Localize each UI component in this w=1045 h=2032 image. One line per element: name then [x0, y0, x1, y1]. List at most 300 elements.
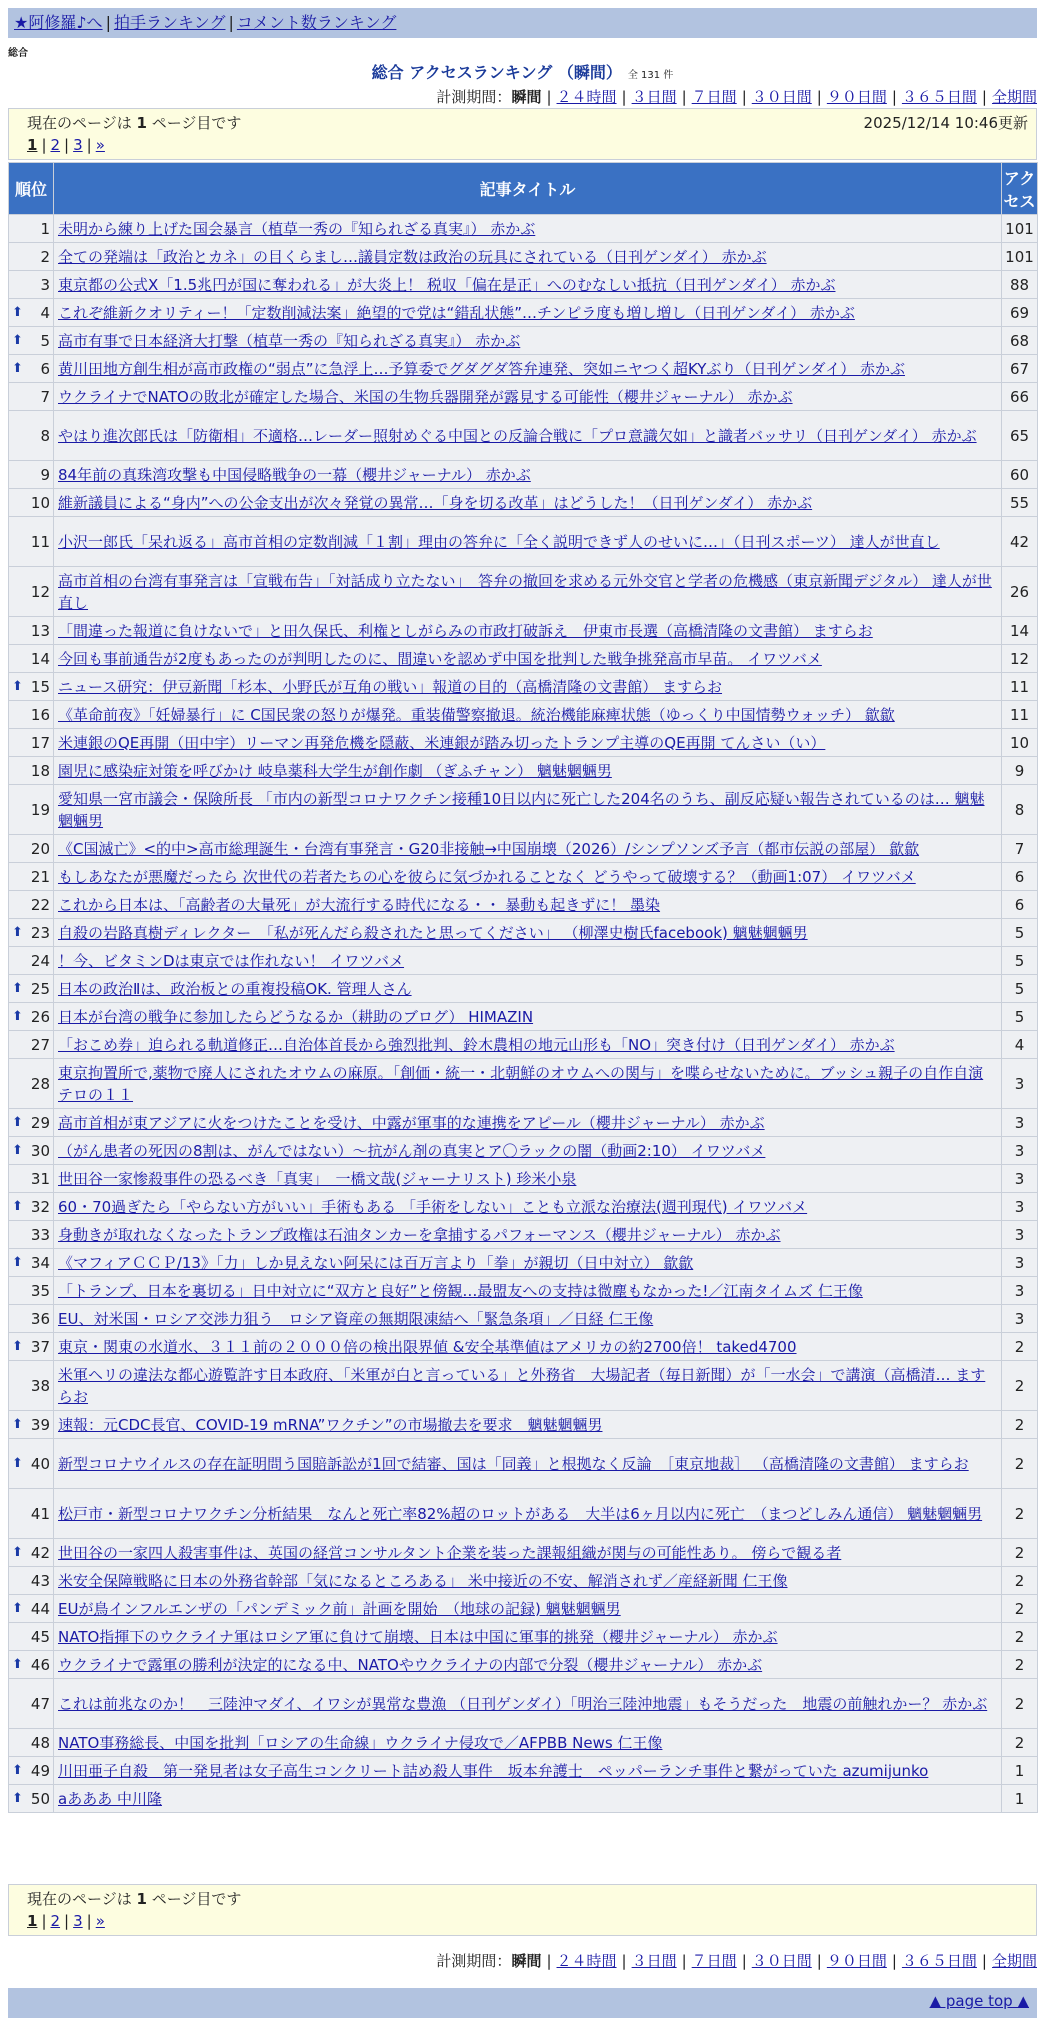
article-link[interactable]: 《C国滅亡》<的中>高市総理誕生・台湾有事発言・G20非接触→中国崩壊（2026）/シンプソンズ予言（都市伝説の部屋） 歙歙	[58, 839, 920, 858]
access-count: 1	[1002, 1785, 1038, 1813]
access-count: 2	[1002, 1539, 1038, 1567]
access-count: 42	[1002, 517, 1038, 567]
title-cell	[54, 835, 1002, 863]
rank-cell	[9, 891, 54, 919]
table-row	[9, 617, 1038, 645]
page-suffix: ページ目です	[151, 114, 242, 132]
period-option-link[interactable]: ９０日間	[826, 88, 887, 106]
rank-cell	[9, 757, 54, 785]
article-link[interactable]: これぞ維新クオリティー！「定数削減法案」絶望的で党は“錯乱状態”…チンピラ度も増し増し（日刊ゲンダイ） 赤かぶ	[58, 303, 855, 322]
rank-number: 27	[30, 1035, 50, 1054]
rank-number: 5	[40, 331, 50, 350]
access-count: 7	[1002, 835, 1038, 863]
rank-cell	[9, 1729, 54, 1757]
rank-number: 4	[40, 303, 50, 322]
rank-number: 2	[40, 247, 50, 266]
access-count: 2	[1002, 1439, 1038, 1489]
rank-cell	[9, 461, 54, 489]
table-row	[9, 1679, 1038, 1729]
rank-number: 13	[30, 621, 50, 640]
access-count: 67	[1002, 355, 1038, 383]
clap-ranking-link[interactable]: 拍手ランキング	[113, 13, 226, 32]
article-link[interactable]: もしあなたが悪魔だったら 次世代の若者たちの心を彼らに気づかれることなく どうやって破壊する？（動画1:07） イワツバメ	[58, 867, 916, 886]
title-cell	[54, 1165, 1002, 1193]
rank-cell	[9, 215, 54, 243]
rank-cell	[9, 243, 54, 271]
article-link[interactable]: ！今、ビタミンDは東京では作れない！ イワツバメ	[58, 951, 405, 970]
article-link[interactable]: 自殺の岩路真樹ディレクター 「私が死んだら殺されたと思ってください」 （柳澤史樹氏facebook) 魑魅魍魎男	[58, 923, 808, 942]
rank-up-arrow-icon: ⬆	[12, 1254, 23, 1270]
article-link[interactable]: 園児に感染症対策を呼びかけ 岐阜薬科大学生が創作劇 （ぎふチャン） 魑魅魍魎男	[58, 761, 612, 780]
rank-number: 37	[30, 1337, 50, 1356]
rank-up-arrow-icon: ⬆	[12, 1656, 23, 1672]
title-cell	[54, 1757, 1002, 1785]
period-label: 計測期間：	[436, 1952, 512, 1970]
title-cell	[54, 919, 1002, 947]
period-separator: |	[681, 88, 687, 106]
access-count: 9	[1002, 757, 1038, 785]
period-selector-top	[436, 86, 1037, 107]
rank-number: 7	[40, 387, 50, 406]
period-option-link[interactable]: ３６５日間	[901, 1952, 977, 1970]
article-link[interactable]: 全ての発端は「政治とカネ」の目くらまし…議員定数は政治の玩具にされている（日刊ゲンダイ） 赤かぶ	[58, 247, 767, 266]
period-separator: |	[546, 1952, 552, 1970]
page-link-3[interactable]: 3	[73, 136, 83, 154]
article-link[interactable]: やはり進次郎氏は「防衛相」不適格…レーダー照射めぐる中国との反論合戦に「プロ意識欠如」と識者バッサリ（日刊ゲンダイ） 赤かぶ	[58, 426, 977, 445]
article-link[interactable]: 米軍ヘリの違法な都心遊覧許す日本政府、「米軍が白と言っている」と外務省 大場記者（毎日新聞）が「一水会」で講演（高橋清… ますらお	[58, 1365, 986, 1406]
access-count: 3	[1002, 1109, 1038, 1137]
ranking-table	[8, 162, 1038, 1813]
access-count: 3	[1002, 1249, 1038, 1277]
rank-cell	[9, 1679, 54, 1729]
rank-number: 11	[30, 532, 50, 551]
article-link[interactable]: 維新議員による“身内”への公金支出が次々発覚の異常…「身を切る改革」はどうした！（日刊ゲンダイ） 赤かぶ	[58, 493, 813, 512]
article-link[interactable]: 「おこめ券」迫られる軌道修正…自治体首長から強烈批判、鈴木農相の地元山形も「NO」突き付け（日刊ゲンダイ） 赤かぶ	[58, 1035, 895, 1054]
ranking-title: 総合 アクセスランキング （瞬間）	[371, 63, 622, 82]
access-count: 3	[1002, 1193, 1038, 1221]
rank-up-arrow-icon: ⬆	[12, 924, 23, 940]
period-separator: |	[546, 88, 552, 106]
pager-separator: |	[64, 1912, 70, 1930]
article-link[interactable]: 愛知県一宮市議会・保険所長 「市内の新型コロナワクチン接種10日以内に死亡した204名のうち、副反応疑い報告されているのは… 魑魅魍魎男	[58, 789, 985, 830]
rank-cell	[9, 517, 54, 567]
article-link[interactable]: 東京都の公式X「1.5兆円が国に奪われる」が大炎上！ 税収「偏在是正」へのむなしい抵抗（日刊ゲンダイ） 赤かぶ	[58, 275, 836, 294]
access-count: 14	[1002, 617, 1038, 645]
rank-cell	[9, 1439, 54, 1489]
page-top-link[interactable]: ▲ page top ▲	[929, 1992, 1029, 2010]
article-link[interactable]: 松戸市・新型コロナワクチン分析結果 なんと死亡率82%超のロットがある 大半は6ヶ月以内に死亡 （まつどしみん通信） 魑魅魍魎男	[58, 1504, 983, 1523]
period-separator: |	[621, 88, 627, 106]
access-count: 60	[1002, 461, 1038, 489]
article-link[interactable]: 「間違った報道に負けないで」と田久保氏、利権としがらみの市政打破訴え 伊東市長選（高橋清隆の文書館） ますらお	[58, 621, 873, 640]
table-row	[9, 1439, 1038, 1489]
period-separator: |	[981, 1952, 987, 1970]
home-link[interactable]: ★阿修羅♪へ	[14, 13, 103, 32]
access-count: 6	[1002, 891, 1038, 919]
period-option-link[interactable]: 全期間	[991, 1952, 1037, 1970]
title-cell	[54, 1277, 1002, 1305]
article-link[interactable]: 日本の政治Ⅱは、政治板との重複投稿OK. 管理人さん	[58, 979, 412, 998]
table-row	[9, 729, 1038, 757]
title-cell	[54, 1785, 1002, 1813]
title-cell	[54, 1651, 1002, 1679]
period-separator: |	[741, 1952, 747, 1970]
title-cell	[54, 785, 1002, 835]
rank-cell	[9, 1567, 54, 1595]
rank-number: 1	[40, 219, 50, 238]
rank-up-arrow-icon: ⬆	[12, 678, 23, 694]
page-suffix: ページ目です	[151, 1890, 242, 1908]
table-row	[9, 1539, 1038, 1567]
rank-cell	[9, 1785, 54, 1813]
rank-up-arrow-icon: ⬆	[12, 1790, 23, 1806]
count-header: アクセス	[1002, 163, 1038, 215]
title-cell	[54, 1361, 1002, 1411]
article-link[interactable]: NATO事務総長、中国を批判「ロシアの生命線」ウクライナ侵攻で／AFPBB News 仁王像	[58, 1733, 663, 1752]
rank-number: 30	[30, 1141, 50, 1160]
access-count: 5	[1002, 1003, 1038, 1031]
rank-number: 22	[30, 895, 50, 914]
table-row	[9, 1361, 1038, 1411]
title-cell	[54, 1193, 1002, 1221]
current-page-text	[27, 1888, 1018, 1910]
title-cell	[54, 271, 1002, 299]
access-count: 2	[1002, 1651, 1038, 1679]
article-link[interactable]: 東京拘置所で,薬物で廃人にされたオウムの麻原。「創価・統一・北朝鮮のオウムへの関与」を喋らせないために。ブッシュ親子の自作自演テロの１１	[58, 1063, 984, 1104]
rank-cell	[9, 383, 54, 411]
rank-number: 28	[30, 1074, 50, 1093]
access-count: 12	[1002, 645, 1038, 673]
table-row	[9, 757, 1038, 785]
access-count: 55	[1002, 489, 1038, 517]
section-label: 総合	[8, 48, 28, 59]
rank-cell	[9, 1305, 54, 1333]
article-link[interactable]: これから日本は、「高齢者の大量死」が大流行する時代になる・・ 暴動も起きずに！ 墨染	[58, 895, 661, 914]
article-link[interactable]: 黄川田地方創生相が高市政権の“弱点”に急浮上…予算委でグダグダ答弁連発、突如ニヤつく超KYぶり（日刊ゲンダイ） 赤かぶ	[58, 359, 905, 378]
access-count: 65	[1002, 411, 1038, 461]
article-link[interactable]: aあああ 中川隆	[58, 1789, 162, 1808]
rank-cell	[9, 701, 54, 729]
title-cell	[54, 1333, 1002, 1361]
rank-number: 50	[30, 1789, 50, 1808]
rank-number: 18	[30, 761, 50, 780]
page-prefix: 現在のページは	[27, 114, 132, 132]
page-link-2[interactable]: 2	[50, 1912, 61, 1930]
rank-number: 15	[30, 677, 50, 696]
rank-cell	[9, 617, 54, 645]
title-cell	[54, 567, 1002, 617]
access-count: 101	[1002, 215, 1038, 243]
title-cell	[54, 1567, 1002, 1595]
period-separator: |	[891, 88, 897, 106]
period-separator: |	[981, 88, 987, 106]
table-row	[9, 919, 1038, 947]
rank-cell	[9, 1651, 54, 1679]
table-row	[9, 673, 1038, 701]
table-row	[9, 215, 1038, 243]
access-count: 2	[1002, 1411, 1038, 1439]
table-row	[9, 271, 1038, 299]
article-link[interactable]: 高市首相が東アジアに火をつけたことを受け、中露が軍事的な連携をアピール（櫻井ジャーナル） 赤かぶ	[58, 1113, 765, 1132]
title-cell	[54, 891, 1002, 919]
period-option-link[interactable]: ７日間	[691, 88, 737, 106]
table-row	[9, 1165, 1038, 1193]
rank-number: 16	[30, 705, 50, 724]
article-link[interactable]: 今回も事前通告が2度もあったのが判明したのに、間違いを認めず中国を批判した戦争挑発高市早苗。 イワツバメ	[58, 649, 822, 668]
pager-separator: |	[41, 1912, 47, 1930]
access-count: 10	[1002, 729, 1038, 757]
title-cell	[54, 1109, 1002, 1137]
article-link[interactable]: 川田亜子自殺 第一発見者は女子高生コンクリート詰め殺人事件 坂本弁護士 ペッパーランチ事件と繋がっていた azumijunko	[58, 1761, 929, 1780]
rank-number: 40	[30, 1454, 50, 1473]
period-selector-bottom	[436, 1950, 1037, 1971]
rank-up-arrow-icon: ⬆	[12, 1008, 23, 1024]
rank-header: 順位	[9, 163, 54, 215]
period-option-link[interactable]: 全期間	[991, 88, 1037, 106]
article-link[interactable]: NATO指揮下のウクライナ軍はロシア軍に負けて崩壊、日本は中国に軍事的挑発（櫻井ジャーナル） 赤かぶ	[58, 1627, 778, 1646]
period-option-link[interactable]: ７日間	[691, 1952, 737, 1970]
title-cell	[54, 673, 1002, 701]
page-prefix: 現在のページは	[27, 1890, 132, 1908]
title-cell	[54, 1003, 1002, 1031]
table-row	[9, 1109, 1038, 1137]
pager-separator: |	[86, 136, 92, 154]
article-link[interactable]: 《マフィアＣＣＰ/13》「力」しか見えない阿呆には百万言より「拳」が親切（日中対立） 歙歙	[58, 1253, 694, 1272]
title-cell	[54, 1439, 1002, 1489]
article-link[interactable]: （がん患者の死因の8割は、がんではない）～抗がん剤の真実とア〇ラックの闇（動画2:10） イワツバメ	[58, 1141, 766, 1160]
title-cell	[54, 1679, 1002, 1729]
rank-up-arrow-icon: ⬆	[12, 360, 23, 376]
rank-cell	[9, 1539, 54, 1567]
article-link[interactable]: 小沢一郎氏「呆れ返る」高市首相の定数削減「１割」理由の答弁に「全く説明できず人のせいに…」（日刊スポーツ） 達人が世直し	[58, 532, 940, 551]
rank-number: 20	[30, 839, 50, 858]
table-row	[9, 863, 1038, 891]
page-link-3[interactable]: 3	[73, 1912, 83, 1930]
rank-cell	[9, 1411, 54, 1439]
page-title	[0, 60, 1045, 83]
article-link[interactable]: 高市有事で日本経済大打撃（植草一秀の『知られざる真実』） 赤かぶ	[58, 331, 521, 350]
rank-cell	[9, 567, 54, 617]
period-option-link[interactable]: ９０日間	[826, 1952, 887, 1970]
article-link[interactable]: 60・70過ぎたら「やらない方がいい」手術もある 「手術をしない」ことも立派な治療法(週刊現代) イワツバメ	[58, 1197, 808, 1216]
rank-cell	[9, 1595, 54, 1623]
rank-up-arrow-icon: ⬆	[12, 980, 23, 996]
rank-number: 46	[30, 1655, 50, 1674]
article-link[interactable]: EUが鳥インフルエンザの「パンデミック前」計画を開始 （地球の記録) 魑魅魍魎男	[58, 1599, 621, 1618]
access-count: 3	[1002, 1137, 1038, 1165]
access-count: 1	[1002, 1757, 1038, 1785]
title-cell	[54, 1489, 1002, 1539]
pager-separator: |	[41, 136, 47, 154]
rank-number: 31	[30, 1169, 50, 1188]
rank-cell	[9, 411, 54, 461]
next-page-link[interactable]: »	[95, 136, 105, 154]
article-link[interactable]: 《革命前夜》「妊婦暴行」に C国民衆の怒りが爆発。重装備警察撤退。統治機能麻痺状態（ゆっくり中国情勢ウォッチ） 歙歙	[58, 705, 895, 724]
article-link[interactable]: 「トランプ、日本を裏切る」日中対立に“双方と良好”と傍観…最盟友への支持は微塵もなかった!／江南タイムズ 仁王像	[58, 1281, 863, 1300]
title-header: 記事タイトル	[54, 163, 1002, 215]
rank-number: 29	[30, 1113, 50, 1132]
rank-cell	[9, 1137, 54, 1165]
article-link[interactable]: これは前兆なのか！ 三陸沖マダイ、イワシが異常な豊漁 （日刊ゲンダイ）「明治三陸沖地震」もそうだった 地震の前触れかー？ 赤かぶ	[58, 1694, 988, 1713]
rank-cell	[9, 785, 54, 835]
period-option-current: 瞬間	[511, 88, 542, 106]
article-link[interactable]: 米連銀のQE再開（田中宇）リーマン再発危機を隠蔽、米連銀が踏み切ったトランプ主導のQE再開 てんさい（い）	[58, 733, 826, 752]
next-page-link[interactable]: »	[95, 1912, 105, 1930]
rank-cell	[9, 1193, 54, 1221]
table-row	[9, 1489, 1038, 1539]
title-cell	[54, 489, 1002, 517]
comment-ranking-link[interactable]: コメント数ランキング	[236, 13, 397, 32]
access-count: 26	[1002, 567, 1038, 617]
title-cell	[54, 243, 1002, 271]
rank-up-arrow-icon: ⬆	[12, 304, 23, 320]
access-count: 2	[1002, 1489, 1038, 1539]
table-row	[9, 645, 1038, 673]
title-cell	[54, 947, 1002, 975]
table-row	[9, 1031, 1038, 1059]
access-count: 3	[1002, 1221, 1038, 1249]
table-row	[9, 785, 1038, 835]
access-count: 66	[1002, 383, 1038, 411]
article-link[interactable]: EU、対米国・ロシア交渉力狙う ロシア資産の無期限凍結へ「緊急条項」／日経 仁王像	[58, 1309, 654, 1328]
table-row	[9, 411, 1038, 461]
rank-number: 35	[30, 1281, 50, 1300]
table-row	[9, 517, 1038, 567]
rank-number: 25	[30, 979, 50, 998]
period-option-link[interactable]: ２４時間	[556, 1952, 617, 1970]
title-cell	[54, 617, 1002, 645]
title-cell	[54, 975, 1002, 1003]
table-row	[9, 1221, 1038, 1249]
rank-cell	[9, 1489, 54, 1539]
table-row	[9, 327, 1038, 355]
period-option-current: 瞬間	[511, 1952, 542, 1970]
rank-cell	[9, 299, 54, 327]
period-option-link[interactable]: ３０日間	[751, 88, 812, 106]
article-link[interactable]: 84年前の真珠湾攻撃も中国侵略戦争の一幕（櫻井ジャーナル） 赤かぶ	[58, 465, 531, 484]
table-row	[9, 383, 1038, 411]
access-count: 69	[1002, 299, 1038, 327]
access-count: 101	[1002, 243, 1038, 271]
rank-cell	[9, 1221, 54, 1249]
article-link[interactable]: 世田谷の一家四人殺害事件は、英国の経営コンサルタント企業を装った課報組織が関与の可能性あり。 傍らで観る者	[58, 1543, 842, 1562]
table-row	[9, 1595, 1038, 1623]
rank-number: 6	[40, 359, 50, 378]
table-row	[9, 1785, 1038, 1813]
table-row	[9, 835, 1038, 863]
top-nav-bar	[8, 8, 1037, 38]
table-row	[9, 355, 1038, 383]
article-link[interactable]: ニュース研究：伊豆新聞「杉本、小野氏が互角の戦い」報道の目的（高橋清隆の文書館） ますらお	[58, 677, 723, 696]
access-count: 2	[1002, 1679, 1038, 1729]
table-row	[9, 567, 1038, 617]
access-count: 4	[1002, 1031, 1038, 1059]
title-cell	[54, 327, 1002, 355]
rank-number: 42	[30, 1543, 50, 1562]
period-option-link[interactable]: ３日間	[631, 88, 677, 106]
rank-number: 34	[30, 1253, 50, 1272]
rank-cell	[9, 1031, 54, 1059]
access-count: 2	[1002, 1623, 1038, 1651]
table-row	[9, 1059, 1038, 1109]
article-link[interactable]: 高市首相の台湾有事発言は「宣戦布告」「対話成り立たない」 答弁の撤回を求める元外交官と学者の危機感（東京新聞デジタル） 達人が世直し	[58, 571, 992, 612]
updated-timestamp: 2025/12/14 10:46更新	[863, 114, 1028, 132]
nav-separator: |	[228, 13, 234, 32]
article-link[interactable]: 日本が台湾の戦争に参加したらどうなるか（耕助のブログ） HIMAZIN	[58, 1007, 534, 1026]
rank-number: 23	[30, 923, 50, 942]
access-count: 11	[1002, 673, 1038, 701]
rank-number: 47	[30, 1694, 50, 1713]
period-label: 計測期間：	[436, 88, 512, 106]
title-cell	[54, 299, 1002, 327]
rank-up-arrow-icon: ⬆	[12, 332, 23, 348]
pager-separator: |	[64, 136, 70, 154]
table-row	[9, 461, 1038, 489]
table-row	[9, 1003, 1038, 1031]
rank-number: 12	[30, 582, 50, 601]
article-link[interactable]: 身動きが取れなくなったトランプ政権は石油タンカーを拿捕するパフォーマンス（櫻井ジャーナル） 赤かぶ	[58, 1225, 781, 1244]
article-link[interactable]: 世田谷一家惨殺事件の恐るべき「真実」 一橋文哉(ジャーナリスト) 珍米小泉	[58, 1169, 577, 1188]
rank-number: 9	[40, 465, 50, 484]
table-row	[9, 1249, 1038, 1277]
title-cell	[54, 215, 1002, 243]
table-row	[9, 701, 1038, 729]
period-option-link[interactable]: ３日間	[631, 1952, 677, 1970]
title-cell	[54, 411, 1002, 461]
period-option-link[interactable]: ３６５日間	[901, 88, 977, 106]
rank-cell	[9, 863, 54, 891]
access-count: 3	[1002, 1277, 1038, 1305]
title-cell	[54, 383, 1002, 411]
page-link-2[interactable]: 2	[50, 136, 61, 154]
rank-cell	[9, 729, 54, 757]
table-row	[9, 1411, 1038, 1439]
rank-up-arrow-icon: ⬆	[12, 1114, 23, 1130]
total-count: 全 131 件	[627, 70, 674, 81]
footer-bar	[8, 1988, 1037, 2018]
table-row	[9, 1651, 1038, 1679]
rank-number: 10	[30, 493, 50, 512]
period-option-link[interactable]: ２４時間	[556, 88, 617, 106]
rank-number: 14	[30, 649, 50, 668]
access-count: 2	[1002, 1361, 1038, 1411]
table-row	[9, 299, 1038, 327]
article-link[interactable]: 速報：元CDC長官、COVID-19 mRNA”ワクチン”の市場撤去を要求 魑魅魍魎男	[58, 1415, 603, 1434]
rank-cell	[9, 673, 54, 701]
rank-cell	[9, 1249, 54, 1277]
page-link-1: 1	[27, 136, 38, 154]
article-link[interactable]: 未明から練り上げた国会暴言（植草一秀の『知られざる真実』） 赤かぶ	[58, 219, 536, 238]
article-link[interactable]: ウクライナで露軍の勝利が決定的になる中、NATOやウクライナの内部で分裂（櫻井ジャーナル） 赤かぶ	[58, 1655, 763, 1674]
article-link[interactable]: ウクライナでNATOの敗北が確定した場合、米国の生物兵器開発が露見する可能性（櫻井ジャーナル） 赤かぶ	[58, 387, 793, 406]
rank-number: 32	[30, 1197, 50, 1216]
article-link[interactable]: 東京・関東の水道水、３１１前の２０００倍の検出限界値 &安全基準値はアメリカの約2700倍！ taked4700	[58, 1337, 797, 1356]
article-link[interactable]: 新型コロナウイルスの存在証明問う国賠訴訟が1回で結審、国は「同義」と根拠なく反論 ［東京地裁］ （高橋清隆の文書館） ますらお	[58, 1454, 969, 1473]
access-count: 2	[1002, 1595, 1038, 1623]
article-link[interactable]: 米安全保障戦略に日本の外務省幹部「気になるところある」 米中接近の不安、解消されず／産経新聞 仁王像	[58, 1571, 788, 1590]
access-count: 3	[1002, 1059, 1038, 1109]
table-row	[9, 1623, 1038, 1651]
period-option-link[interactable]: ３０日間	[751, 1952, 812, 1970]
access-count: 2	[1002, 1333, 1038, 1361]
rank-cell	[9, 1109, 54, 1137]
period-separator: |	[741, 88, 747, 106]
access-count: 8	[1002, 785, 1038, 835]
table-row	[9, 1137, 1038, 1165]
period-separator: |	[681, 1952, 687, 1970]
rank-number: 49	[30, 1761, 50, 1780]
rank-cell	[9, 1757, 54, 1785]
